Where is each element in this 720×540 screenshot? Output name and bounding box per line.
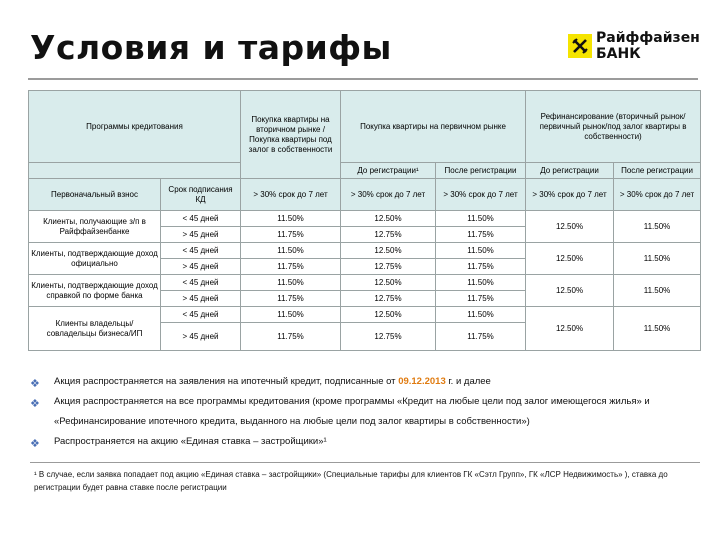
- bank-logo: [568, 30, 700, 70]
- rate-cell: 11.75%: [436, 291, 526, 307]
- term-cell: < 45 дней: [161, 243, 241, 259]
- primary-before-registration: До регистрации¹: [341, 163, 436, 179]
- rate-cell: 11.50%: [241, 211, 341, 227]
- footnote-divider: [30, 462, 700, 463]
- down-payment-secondary: > 30% срок до 7 лет: [241, 179, 341, 211]
- client-category: Клиенты владельцы/совладельцы бизнеса/ИП: [29, 307, 161, 351]
- logo-text: [596, 30, 700, 62]
- refinancing-header: Рефинансирование (вторичный рынок/первичный рынок/под залог квартиры в собственности): [526, 91, 701, 163]
- logo-line2: БАНК: [596, 46, 641, 62]
- title-bar: [0, 0, 720, 88]
- logo-line1: Райффайзен: [596, 30, 700, 46]
- rates-table: [28, 90, 701, 351]
- refi-rate-cell: 12.50%: [526, 307, 614, 351]
- refi-rate-cell: 11.50%: [614, 243, 701, 275]
- refi-rate-cell: 12.50%: [526, 275, 614, 307]
- client-category: Клиенты, подтверждающие доход справкой по форме банка: [29, 275, 161, 307]
- down-payment-refi-before: > 30% срок до 7 лет: [526, 179, 614, 211]
- down-payment-primary-after: > 30% срок до 7 лет: [436, 179, 526, 211]
- page-title: Условия и тарифы: [30, 28, 392, 67]
- rate-cell: 11.50%: [436, 243, 526, 259]
- start-date: 09.12.2013: [398, 376, 446, 387]
- table-row: [29, 243, 701, 259]
- rate-cell: 11.75%: [241, 291, 341, 307]
- rate-cell: 11.75%: [436, 323, 526, 351]
- rate-cell: 12.75%: [341, 259, 436, 275]
- table-row: [29, 211, 701, 227]
- raiffeisen-logo-icon: [568, 34, 592, 58]
- primary-after-registration: После регистрации: [436, 163, 526, 179]
- term-cell: < 45 дней: [161, 211, 241, 227]
- rate-cell: 12.50%: [341, 211, 436, 227]
- down-payment-primary-before: > 30% срок до 7 лет: [341, 179, 436, 211]
- rate-cell: 12.50%: [341, 243, 436, 259]
- down-payment-label: Первоначальный взнос: [29, 179, 161, 211]
- programs-header: Программы кредитования: [29, 91, 241, 163]
- term-cell: > 45 дней: [161, 291, 241, 307]
- term-cell: < 45 дней: [161, 275, 241, 291]
- footnote: ¹ В случае, если заявка попадает под акцию «Единая ставка – застройщики» (Специальные тарифы для клиентов ГК «Сэтл Групп», ГК «ЛСР Недвижимость» ), ставка до регистрации будет равна ставке после регистрации: [34, 470, 668, 492]
- term-cell: > 45 дней: [161, 227, 241, 243]
- rate-cell: 11.75%: [436, 227, 526, 243]
- table-row: [29, 275, 701, 291]
- bullet-text: г. и далее: [445, 376, 491, 387]
- bullet-icon: ❖: [30, 438, 40, 450]
- rate-cell: 11.50%: [436, 307, 526, 323]
- refi-rate-cell: 12.50%: [526, 243, 614, 275]
- primary-market-header: Покупка квартиры на первичном рынке: [341, 91, 526, 163]
- title-divider: [28, 78, 698, 80]
- rate-cell: 11.75%: [436, 259, 526, 275]
- list-item: [30, 372, 700, 392]
- refi-rate-cell: 11.50%: [614, 275, 701, 307]
- refi-after-registration: После регистрации: [614, 163, 701, 179]
- rate-cell: 11.50%: [241, 243, 341, 259]
- empty-header-cell: [29, 163, 241, 179]
- bullet-icon: ❖: [30, 398, 40, 410]
- rate-cell: 11.50%: [436, 211, 526, 227]
- rate-cell: 12.75%: [341, 291, 436, 307]
- rate-cell: 11.75%: [241, 259, 341, 275]
- refi-rate-cell: 11.50%: [614, 211, 701, 243]
- list-item: [30, 392, 700, 432]
- rate-cell: 11.50%: [241, 275, 341, 291]
- rate-cell: 12.50%: [341, 307, 436, 323]
- rate-cell: 12.75%: [341, 227, 436, 243]
- rate-cell: 11.50%: [241, 307, 341, 323]
- rate-cell: 11.75%: [241, 227, 341, 243]
- client-category: Клиенты, получающие з/п в Райффайзенбанке: [29, 211, 161, 243]
- refi-rate-cell: 11.50%: [614, 307, 701, 351]
- rate-cell: 12.75%: [341, 323, 436, 351]
- bullet-icon: ❖: [30, 378, 40, 390]
- secondary-market-header: Покупка квартиры на вторичном рынке / Покупка квартиры под залог в собственности: [241, 91, 341, 179]
- table-row: [29, 307, 701, 323]
- rate-cell: 11.75%: [241, 323, 341, 351]
- bullet-text: Акция распространяется на все программы кредитования (кроме программы «Кредит на любые цели под залог имеющегося жилья» и «Рефинансирование ипотечного кредита, выданного на любые цели под залог квартиры в собственности»): [54, 396, 650, 427]
- bullet-text: Распространяется на акцию «Единая ставка – застройщики»¹: [54, 436, 327, 447]
- term-cell: < 45 дней: [161, 307, 241, 323]
- refi-before-registration: До регистрации: [526, 163, 614, 179]
- term-cell: > 45 дней: [161, 259, 241, 275]
- conditions-list: [30, 372, 700, 452]
- term-cell: > 45 дней: [161, 323, 241, 351]
- bullet-text: Акция распространяется на заявления на ипотечный кредит, подписанные от: [54, 376, 399, 387]
- down-payment-refi-after: > 30% срок до 7 лет: [614, 179, 701, 211]
- rate-cell: 11.50%: [436, 275, 526, 291]
- rate-cell: 12.50%: [341, 275, 436, 291]
- refi-rate-cell: 12.50%: [526, 211, 614, 243]
- list-item: [30, 432, 700, 452]
- client-category: Клиенты, подтверждающие доход официально: [29, 243, 161, 275]
- term-label: Срок подписания КД: [161, 179, 241, 211]
